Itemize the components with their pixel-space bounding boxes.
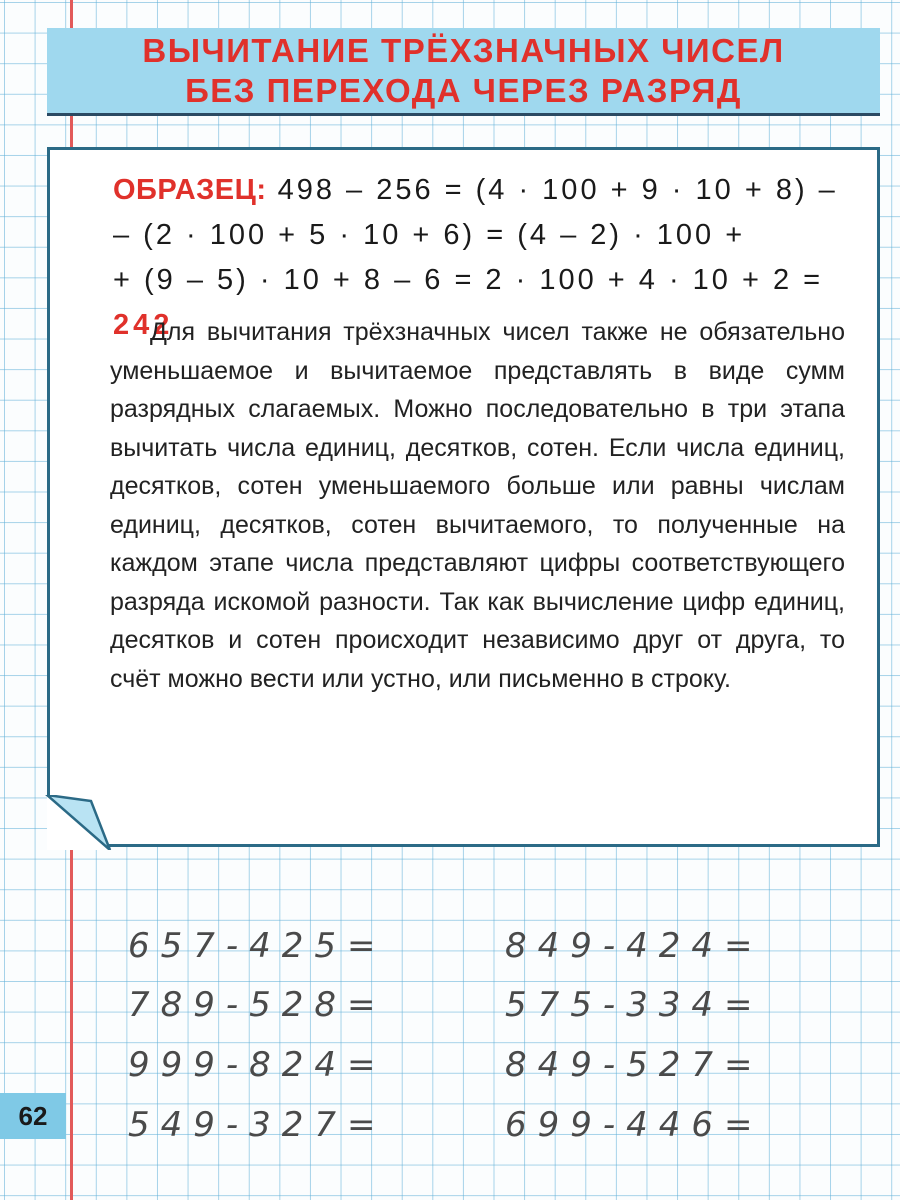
- title-line-2: БЕЗ ПЕРЕХОДА ЧЕРЕЗ РАЗРЯД: [185, 71, 742, 109]
- exercise-left-3: 999-824=: [128, 1045, 387, 1085]
- sample-expression-1: 498 – 256 = (4 · 100 + 9 · 10 + 8) –: [277, 174, 838, 206]
- rule-paragraph: Для вычитания трёхзначных чисел также не обязательно уменьшаемое и вычитаемое представлять в виде сумм разрядных слагаемых. Можно последовательно в три этапа вычитать числа единиц, десятков, сотен. Если числа единиц, десятков, сотен уменьшаемого больше или равны числам единиц, десятков, сотен вычитаемого, то полученные на каждом этапе числа представляют цифры соответствующего разряда искомой разности. Так как вычисление цифр единиц, десятков и сотен происходит независимо друг от друга, то счёт можно вести или устно, или письменно в строку.: [110, 318, 845, 693]
- exercise-left-1: 657-425=: [128, 926, 387, 966]
- title-line-1: ВЫЧИТАНИЕ ТРЁХЗНАЧНЫХ ЧИСЕЛ: [142, 31, 785, 69]
- exercise-right-1: 849-424=: [505, 926, 764, 966]
- page-curl-corner: [44, 795, 124, 850]
- page-number: 62: [0, 1093, 66, 1139]
- page-title: [47, 28, 880, 113]
- sample-answer: 242: [113, 309, 174, 341]
- exercise-right-2: 575-334=: [505, 985, 764, 1025]
- sample-label: ОБРАЗЕЦ:: [113, 174, 267, 206]
- sample-line-1: [113, 168, 853, 213]
- sample-line-2: – (2 · 100 + 5 · 10 + 6) = (4 – 2) · 100 +: [113, 219, 746, 251]
- exercise-left-2: 789-528=: [128, 985, 387, 1025]
- sample-expression-3: + (9 – 5) · 10 + 8 – 6 = 2 · 100 + 4 · 10 + 2 =: [113, 264, 824, 296]
- exercise-right-3: 849-527=: [505, 1045, 764, 1085]
- exercise-right-4: 699-446=: [505, 1105, 764, 1145]
- exercise-left-4: 549-327=: [128, 1105, 387, 1145]
